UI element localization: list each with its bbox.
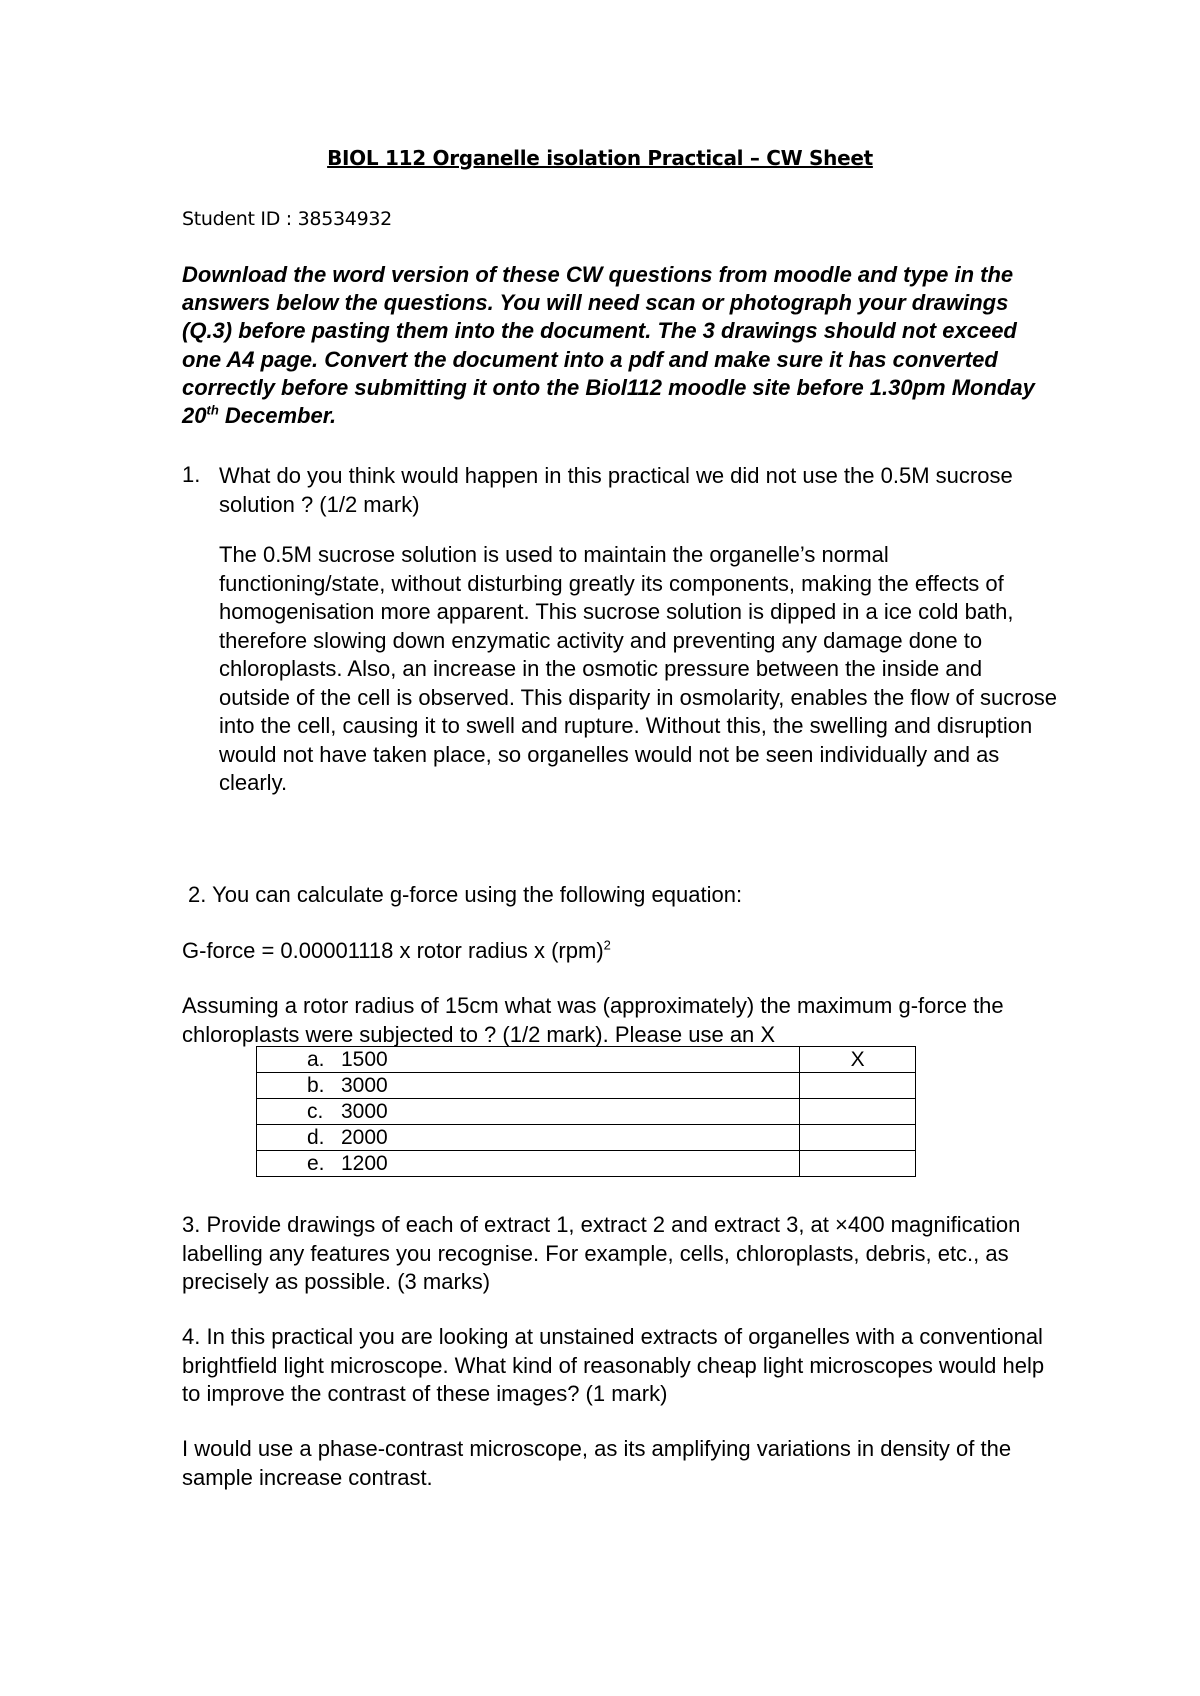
- question-2-intro: 2. You can calculate g-force using the following equation:: [188, 882, 743, 907]
- option-label: b.: [307, 1073, 325, 1097]
- option-mark-cell[interactable]: X: [800, 1047, 916, 1073]
- option-cell: [257, 1099, 800, 1125]
- question-2-equation: [182, 937, 611, 966]
- option-row: [257, 1125, 916, 1151]
- option-mark-cell[interactable]: [800, 1099, 916, 1125]
- option-cell: [257, 1125, 800, 1151]
- question-4-answer: I would use a phase-contrast microscope, as its amplifying variations in density of the sample increase contrast.: [182, 1436, 1012, 1490]
- question-1-text: What do you think would happen in this practical we did not use the 0.5M sucrose solution ? (1/2 mark): [219, 463, 1013, 517]
- option-value: 1500: [341, 1047, 388, 1071]
- option-mark-cell[interactable]: [800, 1125, 916, 1151]
- option-mark-cell[interactable]: [800, 1151, 916, 1177]
- option-value: 3000: [341, 1099, 388, 1123]
- student-id: Student ID : 38534932: [182, 208, 392, 230]
- question-4-text: 4. In this practical you are looking at unstained extracts of organelles with a conventional brightfield light microscope. What kind of reasonably cheap light microscopes would help to improve the contrast of these images? (1 mark): [182, 1324, 1045, 1406]
- question-3-text: 3. Provide drawings of each of extract 1, extract 2 and extract 3, at ×400 magnification labelling any features you recognise. For example, cells, chloroplasts, debris, etc., as precisely as possible. (3 marks): [182, 1212, 1021, 1294]
- option-label: d.: [307, 1125, 325, 1149]
- question-1-answer: The 0.5M sucrose solution is used to maintain the organelle’s normal functioning/state, without disturbing greatly its components, making the effects of homogenisation more apparent. This sucrose solution is dipped in a ice cold bath, therefore slowing down enzymatic activity and preventing any damage done to chloroplasts. Also, an increase in the osmotic pressure between the inside and outside of the cell is observed. This disparity in osmolarity, enables the flow of sucrose into the cell, causing it to swell and rupture. Without this, the swelling and disruption would not have taken place, so organelles would not be seen individually and as clearly.: [219, 542, 1058, 795]
- option-value: 1200: [341, 1151, 388, 1175]
- equation-sup: 2: [603, 937, 611, 953]
- instructions-main: Download the word version of these CW questions from moodle and type in the answers below the questions. You will need scan or photograph your drawings (Q.3) before pasting them into the document. The 3 drawings should not exceed one A4 page. Convert the document into a pdf and make sure it has converted correctly before submitting it onto the Biol112 moodle site before 1.30pm Monday 20: [182, 262, 1035, 429]
- instructions-sup: th: [206, 402, 219, 418]
- question-1-number: 1.: [182, 462, 201, 487]
- option-label: a.: [307, 1047, 325, 1071]
- question-2-text: Assuming a rotor radius of 15cm what was (approximately) the maximum g-force the chloroplasts were subjected to ? (1/2 mark). Please use an X: [182, 993, 1004, 1047]
- option-cell: [257, 1073, 800, 1099]
- instructions: [182, 261, 1062, 430]
- option-mark-cell[interactable]: [800, 1073, 916, 1099]
- option-row: [257, 1047, 916, 1073]
- option-row: [257, 1099, 916, 1125]
- instructions-end: December.: [218, 403, 337, 429]
- option-row: [257, 1151, 916, 1177]
- option-label: c.: [307, 1099, 324, 1123]
- options-table: [256, 1046, 916, 1177]
- document-title: BIOL 112 Organelle isolation Practical – CW Sheet: [327, 146, 873, 170]
- option-row: [257, 1073, 916, 1099]
- option-cell: [257, 1047, 800, 1073]
- option-label: e.: [307, 1151, 325, 1175]
- option-cell: [257, 1151, 800, 1177]
- option-value: 2000: [341, 1125, 388, 1149]
- option-value: 3000: [341, 1073, 388, 1097]
- equation-text: G-force = 0.00001118 x rotor radius x (rpm): [182, 938, 604, 963]
